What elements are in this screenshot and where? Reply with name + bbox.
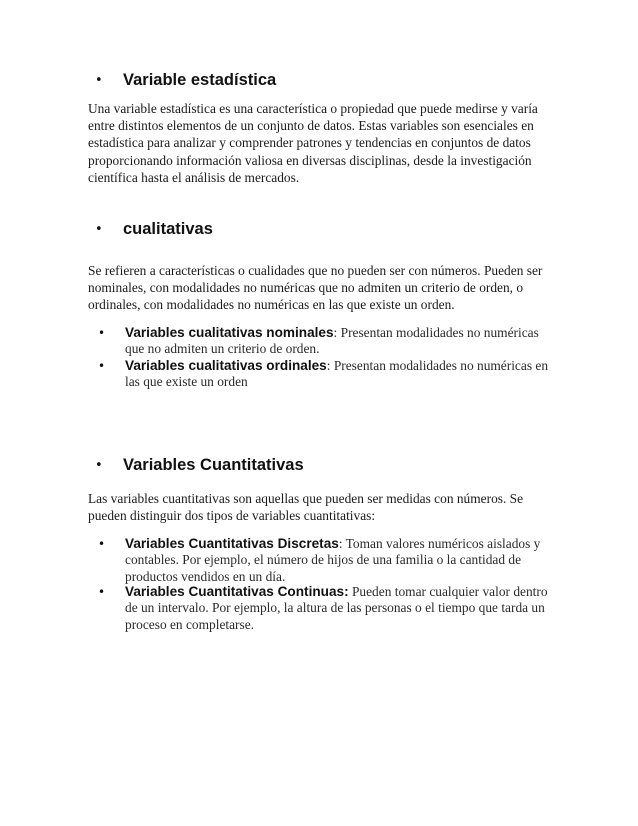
term-label: Variables cualitativas nominales	[125, 325, 334, 340]
paragraph-cualitativas: Se refieren a características o cualidades que no pueden ser con números. Pueden ser nominales, con modalidades no numéricas que no admiten un criterio de orden, o ordinales, con modalidades no numéricas en las que existe un orden.	[88, 263, 543, 313]
paragraph-cuantitativas: Las variables cuantitativas son aquellas que pueden ser medidas con números. Se pueden distinguir dos tipos de variables cuantitativas:	[88, 491, 524, 524]
bullet-icon: •	[95, 222, 103, 237]
heading-text: Variables Cuantitativas	[123, 456, 304, 474]
bullet-icon: •	[95, 73, 103, 88]
bullet-icon: •	[98, 537, 106, 551]
term-label: Variables Cuantitativas Discretas	[125, 536, 339, 551]
list-item-nominales: • Variables cualitativas nominales: Presentan modalidades no numéricas que no admiten un criterio de orden.	[98, 325, 539, 357]
heading-text: cualitativas	[123, 220, 213, 238]
item-description: Presentan modalidades no numéricas en las que existe un orden	[125, 358, 549, 390]
section-heading-cualitativas	[95, 220, 213, 239]
term-label: Variables Cuantitativas Continuas:	[125, 584, 349, 599]
list-item-continuas	[98, 584, 558, 633]
section-heading-variable-estadistica	[95, 71, 276, 90]
list-item-ordinales: • Variables cualitativas ordinales: Presentan modalidades no numéricas en las que existe un orden	[98, 358, 549, 390]
paragraph-definition: Una variable estadística es una característica o propiedad que puede medirse y varía entre distintos elementos de un conjunto de datos. Estas variables son esenciales en estadística para analizar y comprender patrones y tendencias en conjuntos de datos proporcionando información valiosa en diversas disciplinas, desde la investigación científica hasta el análisis de mercados.	[88, 101, 538, 185]
section-heading-cuantitativas	[95, 456, 304, 475]
bullet-icon: •	[95, 458, 103, 473]
bullet-icon: •	[98, 326, 106, 340]
term-label: Variables cualitativas ordinales	[125, 358, 327, 373]
bullet-icon: •	[98, 359, 106, 373]
item-description: Toman valores numéricos aislados y contables. Por ejemplo, el número de hijos de una familia o la cantidad de productos vendidos en un día.	[125, 536, 541, 584]
item-description: Pueden tomar cualquier valor dentro de un intervalo. Por ejemplo, la altura de las personas o el tiempo que tarda un proceso en completarse.	[125, 584, 548, 632]
heading-text: Variable estadística	[123, 71, 277, 89]
item-description: Presentan modalidades no numéricas que no admiten un criterio de orden.	[125, 325, 539, 357]
list-item-discretas: • Variables Cuantitativas Discretas: Toman valores numéricos aislados y contables. Por ejemplo, el número de hijos de una familia o la cantidad de productos vendidos en un día.	[98, 536, 541, 584]
bullet-icon: •	[98, 585, 106, 599]
